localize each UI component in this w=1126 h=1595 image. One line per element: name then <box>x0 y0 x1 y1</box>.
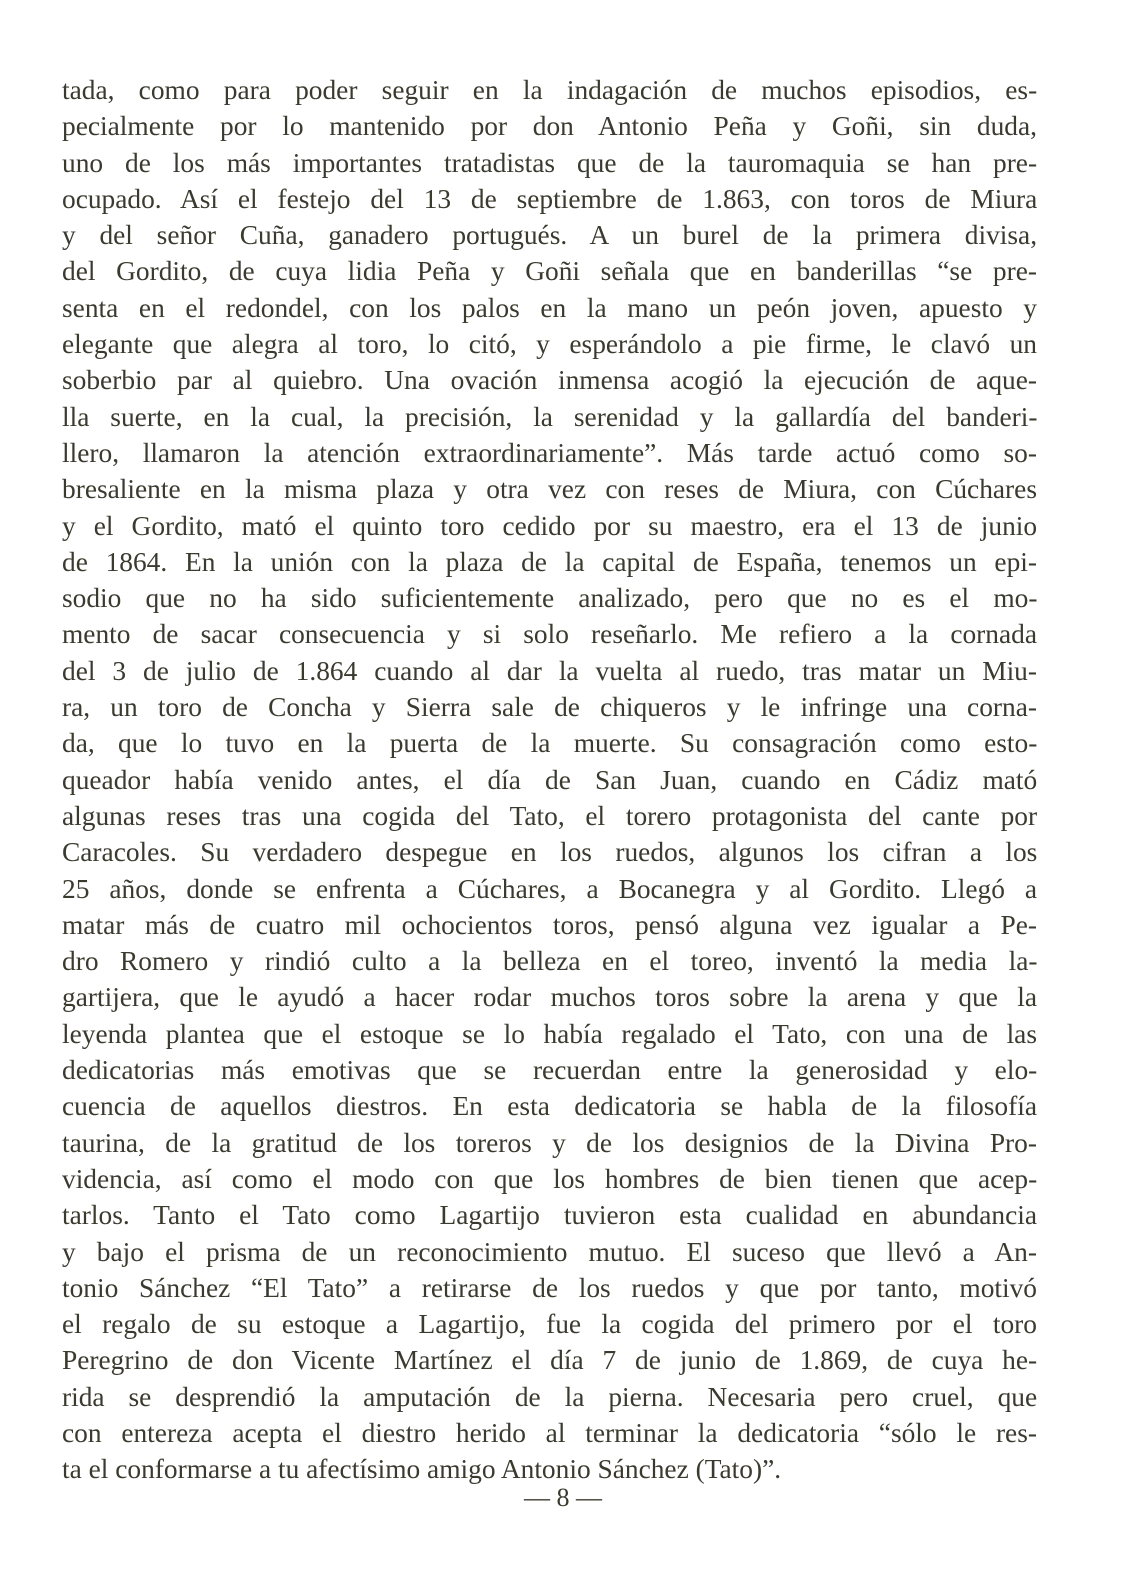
text-line: lla suerte, en la cual, la precisión, la serenidad y la gallardía del banderi- <box>62 401 1038 432</box>
text-line: sodio que no ha sido suficientemente analizado, pero que no es el mo- <box>62 583 1038 614</box>
text-line: elegante que alegra al toro, lo citó, y esperándolo a pie firme, le clavó un <box>62 329 1037 360</box>
text-line: tada, como para poder seguir en la indagación de muchos episodios, es- <box>62 75 1038 105</box>
text-line: ra, un toro de Concha y Sierra sale de chiqueros y le infringe una corna- <box>62 692 1037 723</box>
text-line: da, que lo tuvo en la puerta de la muerte. Su consagración como esto- <box>62 728 1038 759</box>
text-line: Peregrino de don Vicente Martínez el día 7 de junio de 1.869, de cuya he- <box>62 1345 1038 1376</box>
body-text <box>62 72 1037 1488</box>
text-line: de 1864. En la unión con la plaza de la capital de España, tenemos un epi- <box>62 546 1037 577</box>
text-line: mento de sacar consecuencia y si solo reseñarlo. Me refiero a la cornada <box>62 619 1037 650</box>
text-line: uno de los más importantes tratadistas que de la tauromaquia se han pre- <box>62 147 1038 178</box>
text-line: ta el conformarse a tu afectísimo amigo Antonio Sánchez (Tato)”. <box>62 1454 782 1485</box>
text-line: del Gordito, de cuya lidia Peña y Goñi señala que en banderillas “se pre- <box>62 256 1037 287</box>
text-line: videncia, así como el modo con que los hombres de bien tienen que acep- <box>62 1163 1038 1194</box>
text-line: y bajo el prisma de un reconocimiento mutuo. El suceso que llevó a An- <box>62 1236 1037 1267</box>
text-line: algunas reses tras una cogida del Tato, el torero protagonista del cante por <box>62 800 1038 831</box>
text-line: tonio Sánchez “El Tato” a retirarse de los ruedos y que por tanto, motivó <box>62 1272 1037 1303</box>
text-line: rida se desprendió la amputación de la pierna. Necesaria pero cruel, que <box>62 1381 1038 1412</box>
text-line: 25 años, donde se enfrenta a Cúchares, a Bocanegra y al Gordito. Llegó a <box>62 873 1037 904</box>
text-line: dro Romero y rindió culto a la belleza en el toreo, inventó la media la- <box>62 946 1038 977</box>
text-line: leyenda plantea que el estoque se lo había regalado el Tato, con una de las <box>62 1018 1037 1049</box>
text-line: gartijera, que le ayudó a hacer rodar muchos toros sobre la arena y que la <box>62 982 1037 1013</box>
text-line: taurina, de la gratitud de los toreros y de los designios de la Divina Pro- <box>62 1127 1037 1158</box>
text-line: llero, llamaron la atención extraordinariamente”. Más tarde actuó como so- <box>62 437 1037 468</box>
text-line: Caracoles. Su verdadero despegue en los ruedos, algunos los cifran a los <box>62 837 1038 868</box>
text-line: pecialmente por lo mantenido por don Antonio Peña y Goñi, sin duda, <box>62 111 1037 142</box>
text-line: con entereza acepta el diestro herido al terminar la dedicatoria “sólo le res- <box>62 1417 1037 1448</box>
text-line: queador había venido antes, el día de San Juan, cuando en Cádiz mató <box>62 764 1038 795</box>
text-line: dedicatorias más emotivas que se recuerdan entre la generosidad y elo- <box>62 1055 1038 1086</box>
text-line: y el Gordito, mató el quinto toro cedido por su maestro, era el 13 de junio <box>62 510 1038 541</box>
text-line: bresaliente en la misma plaza y otra vez con reses de Miura, con Cúchares <box>62 474 1037 505</box>
text-line: senta en el redondel, con los palos en la mano un peón joven, apuesto y <box>62 292 1037 323</box>
text-line: del 3 de julio de 1.864 cuando al dar la vuelta al ruedo, tras matar un Miu- <box>62 655 1037 686</box>
page-number: — 8 — <box>524 1483 602 1512</box>
text-line: soberbio par al quiebro. Una ovación inmensa acogió la ejecución de aque- <box>62 365 1037 396</box>
text-line: cuencia de aquellos diestros. En esta dedicatoria se habla de la filosofía <box>62 1091 1037 1122</box>
text-line: ocupado. Así el festejo del 13 de septiembre de 1.863, con toros de Miura <box>62 183 1038 214</box>
text-line: y del señor Cuña, ganadero portugués. A un burel de la primera divisa, <box>62 220 1038 251</box>
text-line: tarlos. Tanto el Tato como Lagartijo tuvieron esta cualidad en abundancia <box>62 1200 1037 1231</box>
text-line: el regalo de su estoque a Lagartijo, fue la cogida del primero por el toro <box>62 1309 1037 1340</box>
text-line: matar más de cuatro mil ochocientos toros, pensó alguna vez igualar a Pe- <box>62 909 1037 940</box>
